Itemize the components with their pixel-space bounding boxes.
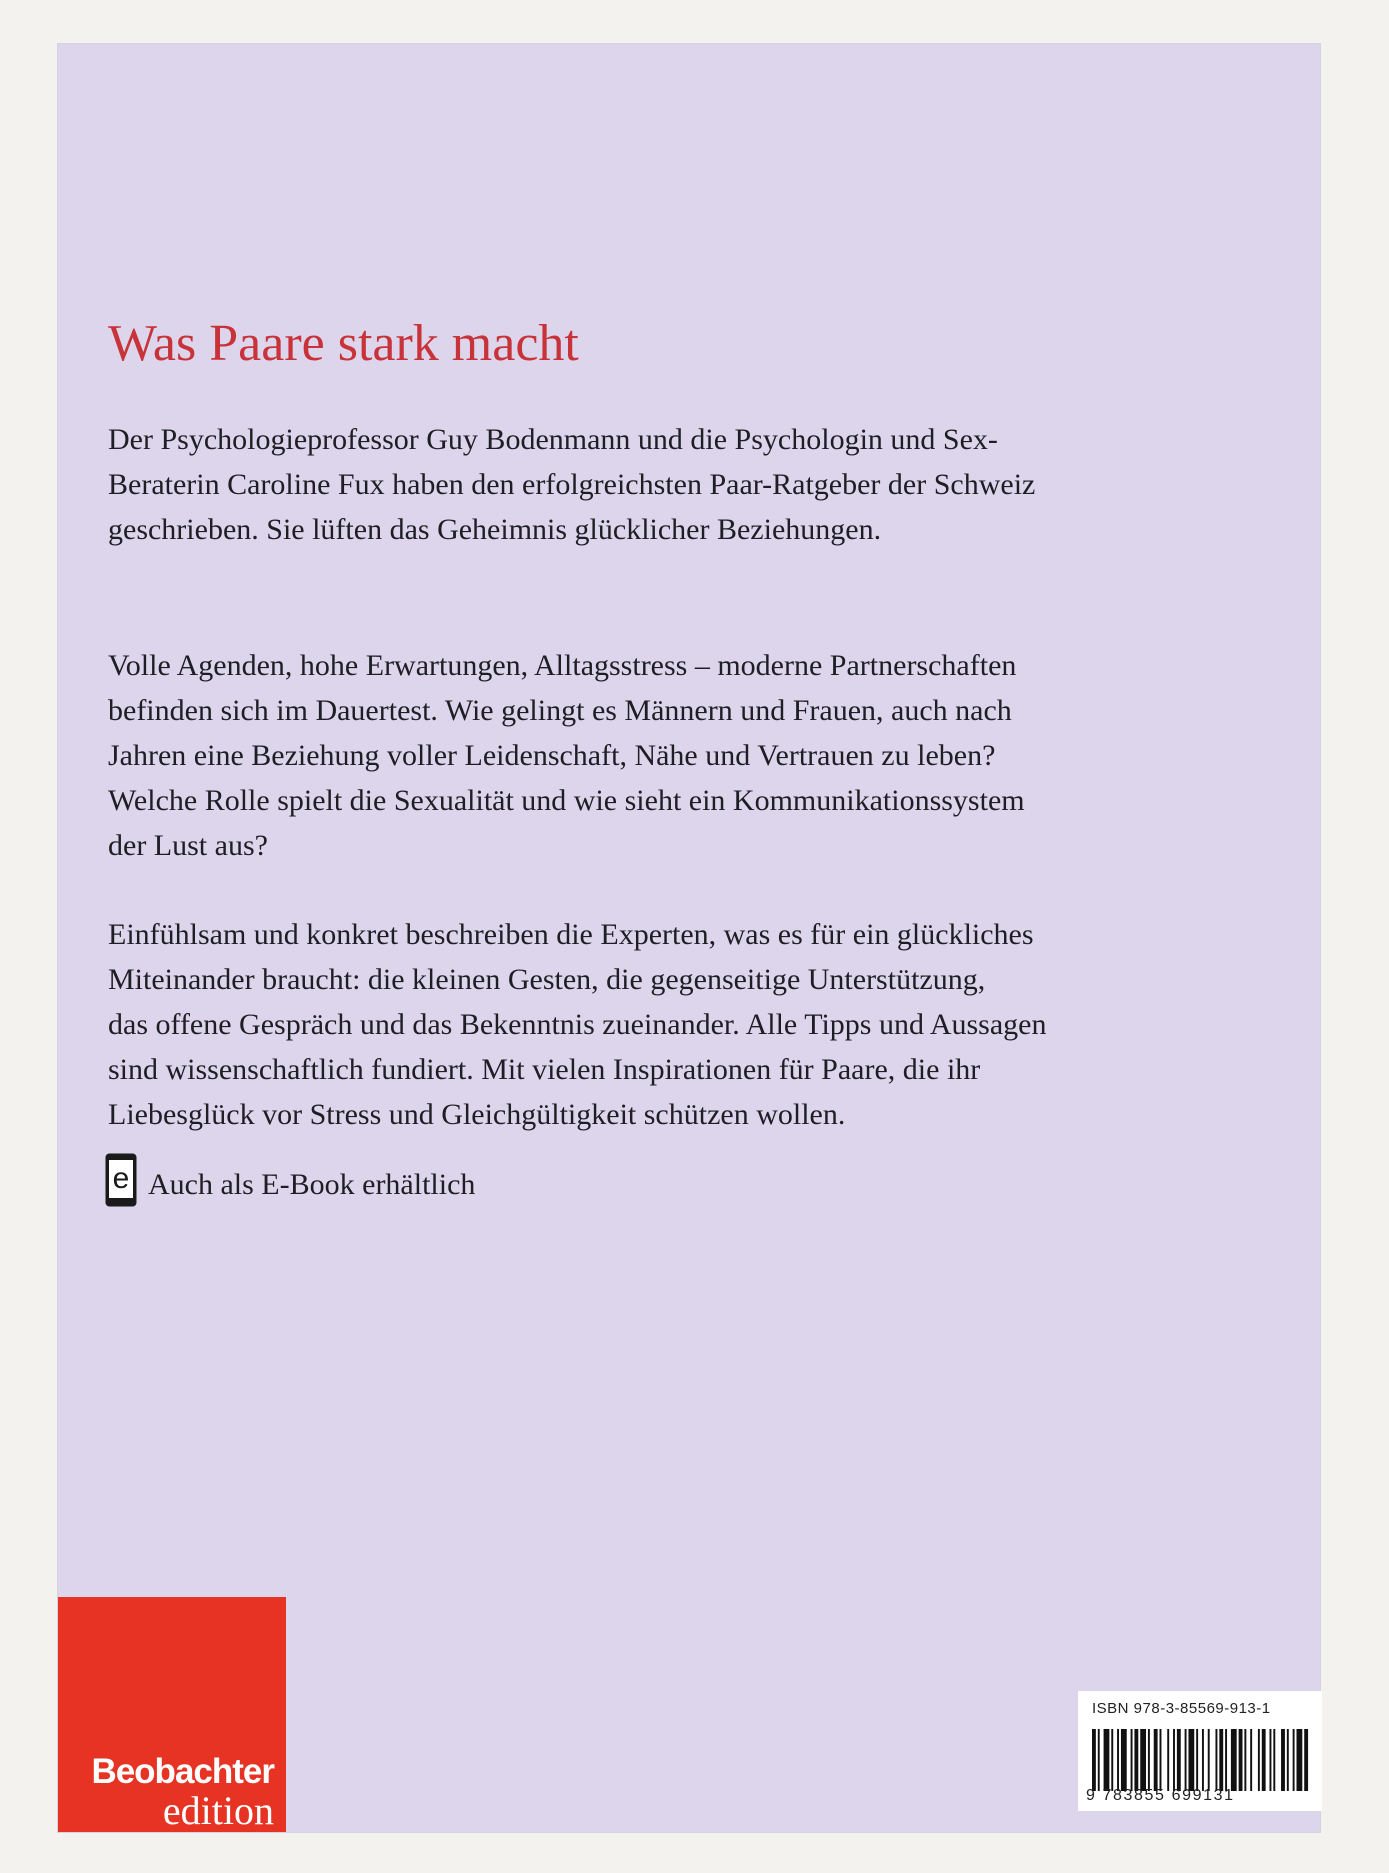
barcode-bar	[1196, 1729, 1198, 1791]
barcode-bar	[1231, 1729, 1237, 1791]
barcode-bar	[1188, 1729, 1194, 1791]
text-line: Volle Agenden, hohe Erwartungen, Alltagsstress – moderne Partnerschaften	[108, 649, 1017, 682]
barcode-bar	[1111, 1729, 1113, 1791]
text-line: das offene Gespräch und das Bekenntnis zueinander. Alle Tipps und Aussagen	[108, 1008, 1047, 1041]
barcode-bar	[1225, 1729, 1227, 1791]
barcode-bar	[1160, 1729, 1162, 1791]
barcode-bar	[1148, 1729, 1150, 1791]
text-line: Welche Rolle spielt die Sexualität und wie sieht ein Kommunikationssystem	[108, 784, 1025, 817]
barcode-bar	[1202, 1729, 1204, 1791]
publisher-name: Beobachter	[91, 1752, 274, 1791]
barcode-bar	[1296, 1729, 1302, 1791]
barcode-bar	[1250, 1729, 1252, 1791]
text-line: Beraterin Caroline Fux haben den erfolgreichsten Paar-Ratgeber der Schweiz	[108, 468, 1036, 501]
barcode-bars	[1092, 1729, 1310, 1791]
barcode-bar	[1269, 1729, 1271, 1791]
barcode-bar	[1304, 1729, 1308, 1791]
description-paragraph	[108, 912, 1328, 1137]
text-line: befinden sich im Dauertest. Wie gelingt es Männern und Frauen, auch nach	[108, 694, 1012, 727]
barcode-bar	[1258, 1729, 1260, 1791]
barcode-bar	[1098, 1729, 1100, 1791]
text-line: der Lust aus?	[108, 829, 268, 862]
barcode-bar	[1140, 1729, 1146, 1791]
barcode-bar	[1239, 1729, 1243, 1791]
barcode-bar	[1215, 1729, 1217, 1791]
barcode-bar	[1208, 1729, 1210, 1791]
barcode-bar	[1121, 1729, 1127, 1791]
ebook-icon	[104, 1152, 138, 1208]
barcode-bar	[1287, 1729, 1289, 1791]
barcode-bar	[1185, 1729, 1187, 1791]
barcode-bar	[1131, 1729, 1133, 1791]
barcode-bar	[1154, 1729, 1158, 1791]
ebook-icon-letter: e	[112, 1162, 130, 1195]
isbn-barcode	[1078, 1691, 1322, 1811]
text-line: sind wissenschaftlich fundiert. Mit vielen Inspirationen für Paare, die ihr	[108, 1053, 981, 1086]
question-paragraph	[108, 643, 1328, 868]
intro-paragraph	[108, 417, 1328, 552]
barcode-bar	[1273, 1729, 1275, 1791]
publisher-logo	[58, 1597, 286, 1832]
text-line: Einfühlsam und konkret beschreiben die Experten, was es für ein glückliches	[108, 918, 1034, 951]
publisher-sub: edition	[162, 1788, 274, 1833]
barcode-bar	[1219, 1729, 1223, 1791]
ebook-text: Auch als E-Book erhältlich	[148, 1168, 476, 1201]
barcode-bar	[1244, 1729, 1246, 1791]
barcode-bar	[1173, 1729, 1175, 1791]
text-line: Liebesglück vor Stress und Gleichgültigkeit schützen wollen.	[108, 1098, 846, 1131]
book-back-cover	[58, 44, 1320, 1832]
isbn-number: ISBN 978-3-85569-913-1	[1092, 1700, 1271, 1717]
ebook-notice	[104, 1150, 475, 1210]
barcode-digits: 9 783855 699131	[1086, 1787, 1235, 1804]
text-line: geschrieben. Sie lüften das Geheimnis glücklicher Beziehungen.	[108, 513, 882, 546]
barcode-bar	[1262, 1729, 1266, 1791]
barcode-bar	[1134, 1729, 1138, 1791]
barcode-bar	[1167, 1729, 1169, 1791]
book-title: Was Paare stark macht	[108, 315, 579, 372]
barcode-bar	[1293, 1729, 1295, 1791]
barcode-bar	[1177, 1729, 1181, 1791]
barcode-bar	[1092, 1729, 1096, 1791]
text-line: Miteinander braucht: die kleinen Gesten, die gegenseitige Unterstützung,	[108, 963, 986, 996]
barcode-bar	[1104, 1729, 1110, 1791]
text-line: Der Psychologieprofessor Guy Bodenmann und die Psychologin und Sex-	[108, 423, 998, 456]
barcode-bar	[1281, 1729, 1285, 1791]
barcode-bar	[1117, 1729, 1119, 1791]
text-line: Jahren eine Beziehung voller Leidenschaft, Nähe und Vertrauen zu leben?	[108, 739, 996, 772]
